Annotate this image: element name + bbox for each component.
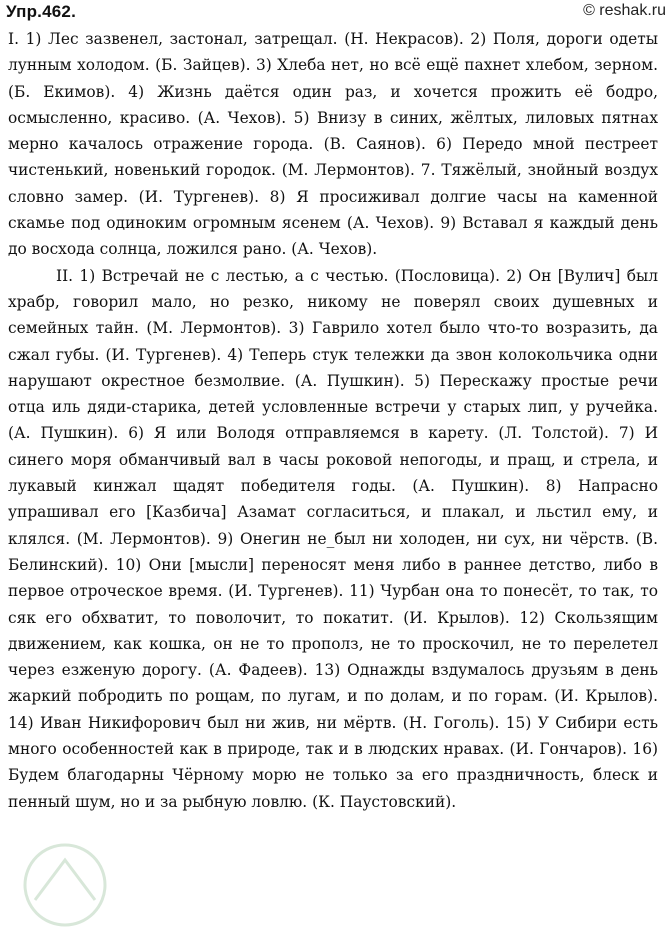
- watermark-icon: [10, 830, 130, 940]
- site-credit: © reshak.ru: [583, 2, 666, 19]
- exercise-text: [8, 26, 658, 815]
- part-one-paragraph: I. 1) Лес зазвенел, застонал, затрещал. (Н. Некрасов). 2) Поля, дороги одеты лунным холодом. (Б. Зайцев). 3) Хлеба нет, но всё ещё пахнет хлебом, зерном. (Б. Екимов). 4) Жизнь даётся один раз, и хочется прожить её бодро, осмысленно, красиво. (А. Чехов). 5) Внизу в синих, жёлтых, лиловых пятнах мерно качалось отражение города. (В. Саянов). 6) Передо мной пестреет чистенький, новенький городок. (М. Лермонтов). 7. Тяжёлый, знойный воздух словно замер. (И. Тургенев). 8) Я просиживал долгие часы на каменной скамье под одиноким огромным ясенем (А. Чехов). 9) Вставал я каждый день до восхода солнца, ложился рано. (А. Чехов).: [8, 30, 658, 259]
- part-two-paragraph: II. 1) Встречай не с лестью, а с честью. (Пословица). 2) Он [Вулич] был храбр, говорил мало, но резко, никому не поверял своих душевных и семейных тайн. (М. Лермонтов). 3) Гаврило хотел было что-то возразить, да сжал губы. (И. Тургенев). 4) Теперь стук тележки да звон колокольчика одни нарушают окрестное безмолвие. (А. Пушкин). 5) Перескажу простые речи отца иль дяди-старика, детей условленные встречи у старых лип, у ручейка. (А. Пушкин). 6) Я или Володя отправляемся в карету. (Л. Толстой). 7) И синего моря обманчивый вал в часы роковой непогоды, и пращ, и стрела, и лукавый кинжал щадят победителя годы. (А. Пушкин). 8) Напрасно упрашивал его [Казбича] Азамат согласиться, и плакал, и льстил ему, и клялся. (М. Лермонтов). 9) Онегин не_был ни холоден, ни сух, ни чёрств. (В. Белинский). 10) Они [мысли] переносят меня либо в раннее детство, либо в первое отроческое время. (И. Тургенев). 11) Чурбан она то понесёт, то так, то сяк его обхватит, то поволочит, то покатит. (И. Крылов). 12) Скользящим движением, как кошка, он не то прополз, не то проскочил, не то перелетел через езженую дорогу. (А. Фадеев). 13) Однажды вздумалось друзьям в день жаркий побродить по рощам, по лугам, и по долам, и по горам. (И. Крылов). 14) Иван Никифорович был ни жив, ни мёртв. (Н. Гоголь). 15) У Сибири есть много особенностей как в природе, так и в людских нравах. (И. Гончаров). 16) Будем благодарны Чёрному морю не только за его праздничность, блеск и пенный шум, но и за рыбную ловлю. (К. Паустовский).: [8, 266, 658, 811]
- exercise-title: Упр.462.: [6, 2, 76, 21]
- page-header: [0, 0, 672, 26]
